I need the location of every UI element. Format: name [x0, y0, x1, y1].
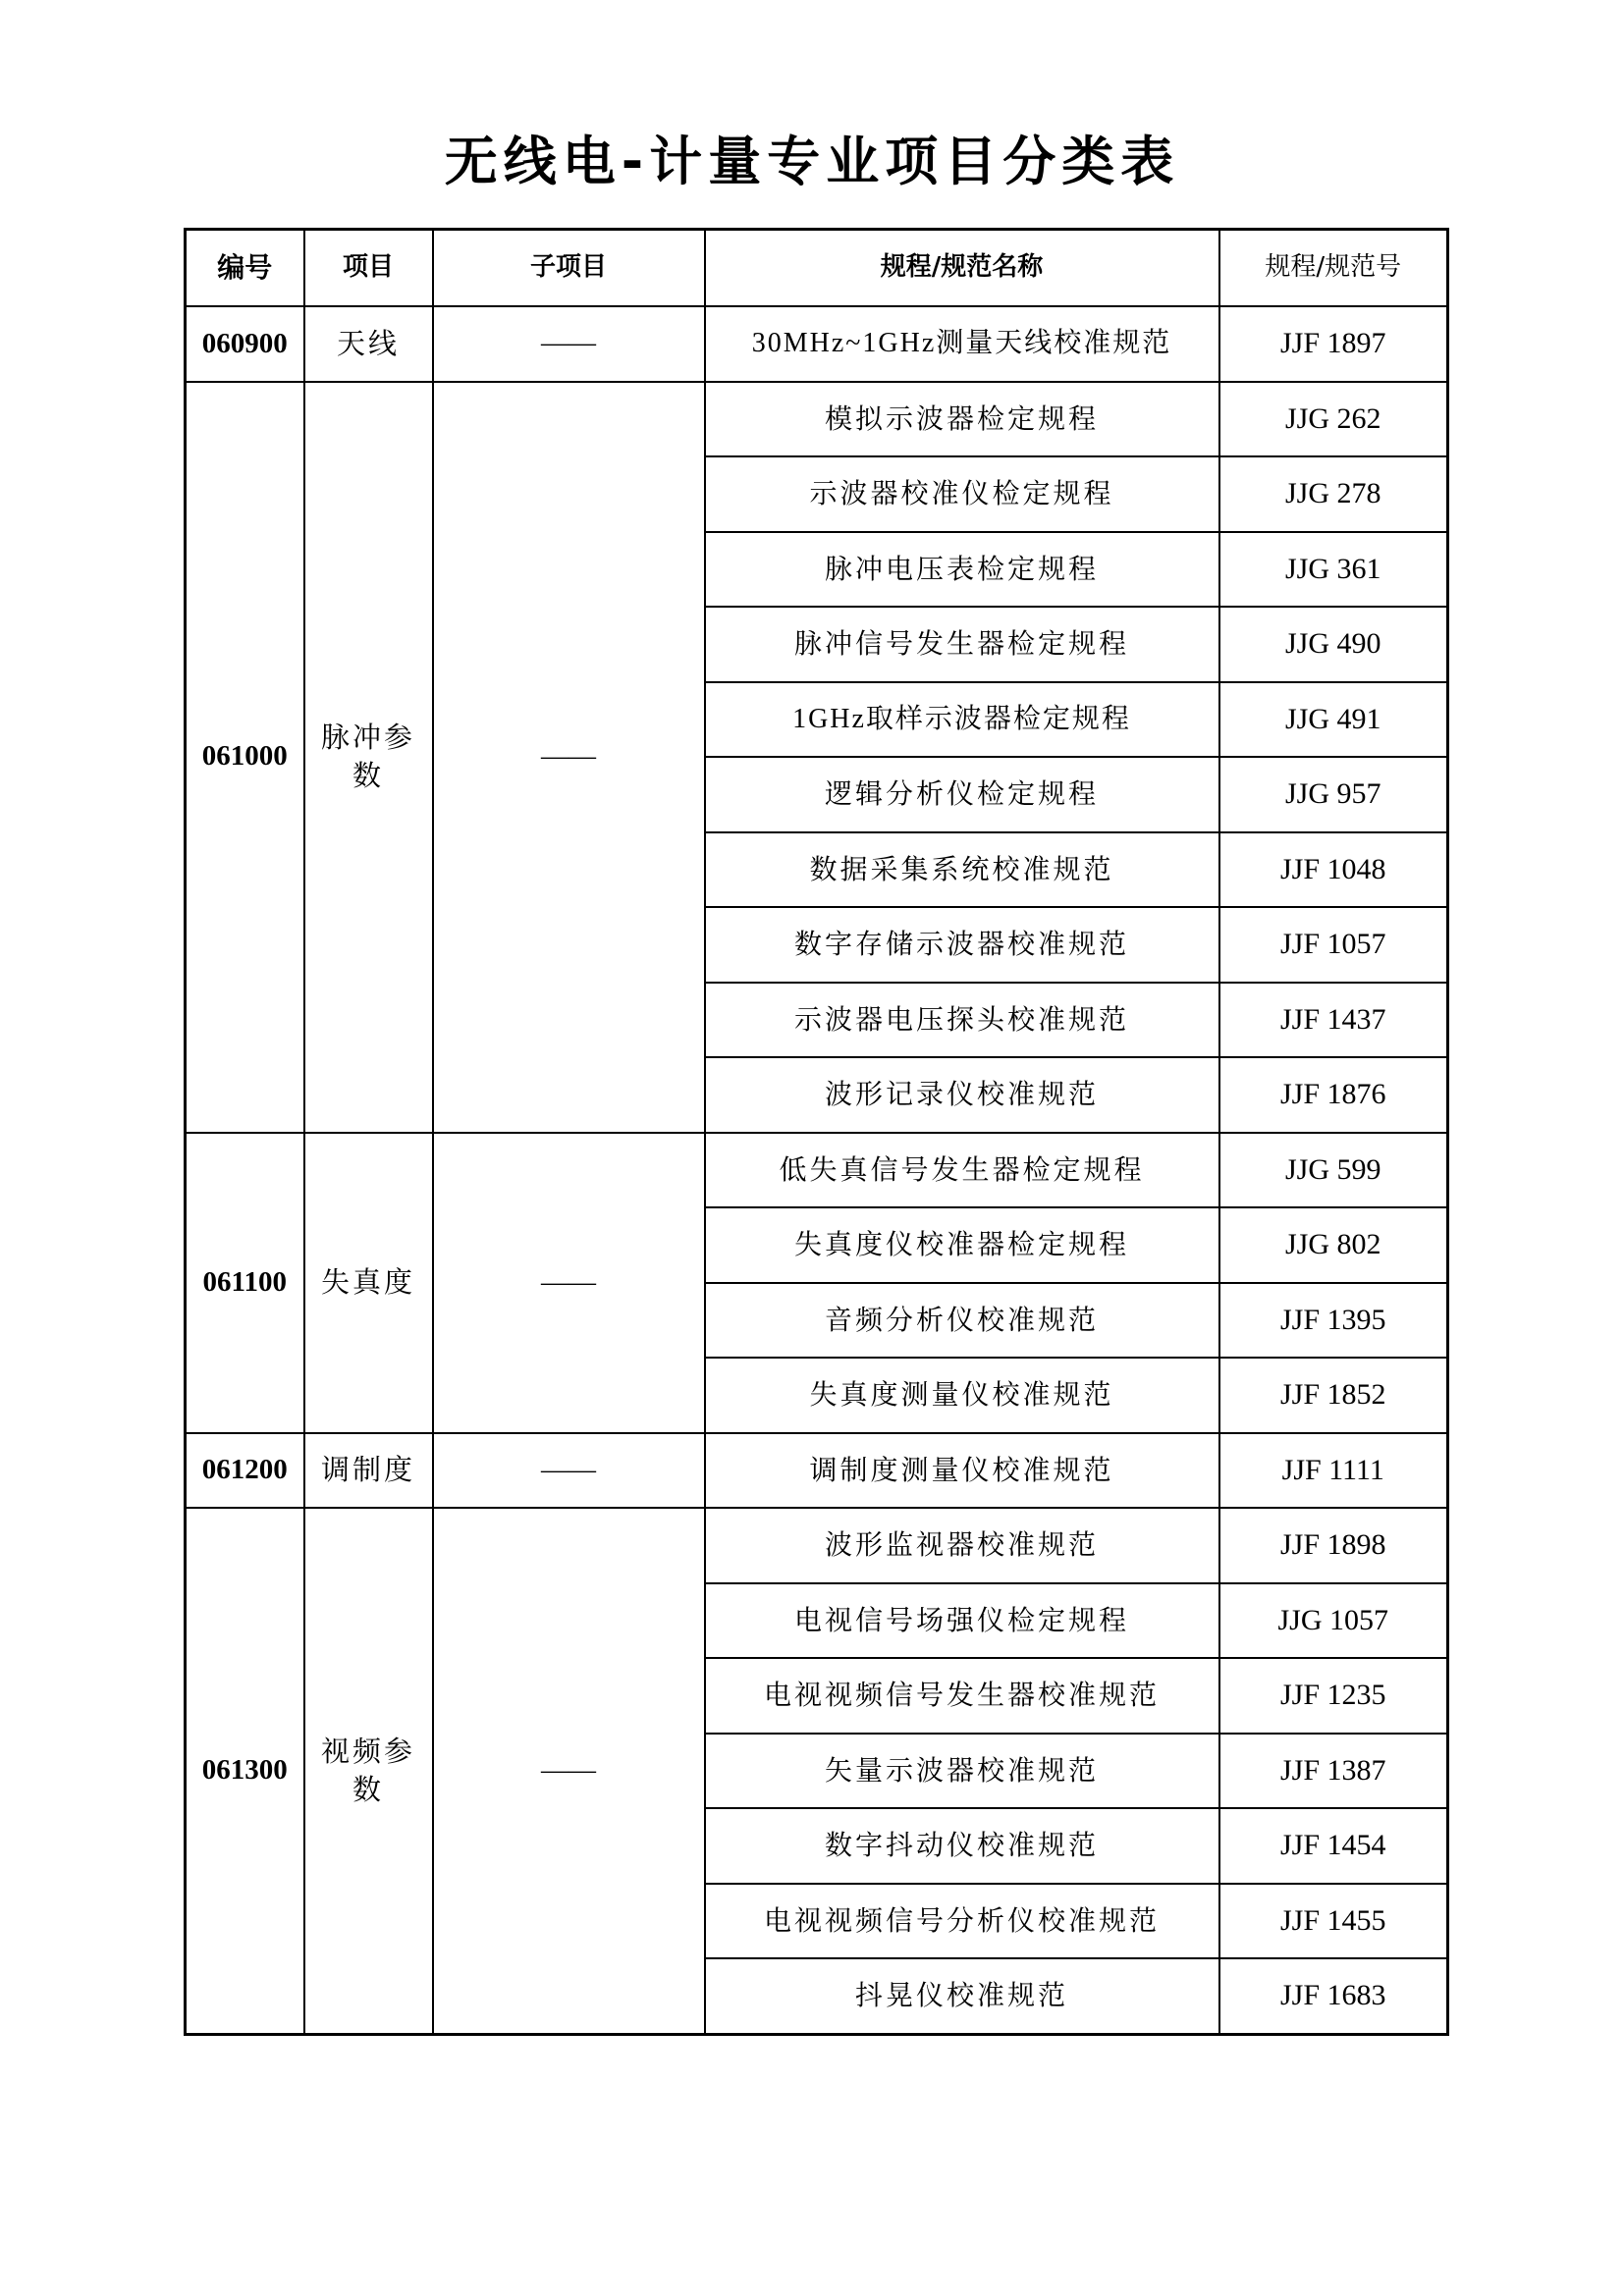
group-code: 061200	[186, 1433, 304, 1509]
spec-name: 低失真信号发生器检定规程	[705, 1133, 1219, 1208]
spec-name: 抖晃仪校准规范	[705, 1958, 1219, 2034]
spec-number: JJF 1048	[1219, 832, 1448, 908]
group-item: 调制度	[304, 1433, 433, 1509]
spec-name: 电视视频信号分析仪校准规范	[705, 1884, 1219, 1959]
table-row	[186, 1133, 1448, 1208]
spec-number: JJF 1897	[1219, 306, 1448, 382]
spec-number: JJF 1455	[1219, 1884, 1448, 1959]
spec-number: JJF 1395	[1219, 1283, 1448, 1359]
spec-name: 30MHz~1GHz测量天线校准规范	[705, 306, 1219, 382]
spec-number: JJF 1852	[1219, 1358, 1448, 1433]
spec-number: JJG 599	[1219, 1133, 1448, 1208]
spec-name: 数字抖动仪校准规范	[705, 1808, 1219, 1884]
table-row	[186, 382, 1448, 457]
spec-number: JJG 490	[1219, 607, 1448, 682]
spec-name: 失真度测量仪校准规范	[705, 1358, 1219, 1433]
spec-number: JJF 1437	[1219, 983, 1448, 1058]
group-item: 失真度	[304, 1133, 433, 1433]
spec-number: JJF 1683	[1219, 1958, 1448, 2034]
spec-number: JJG 957	[1219, 757, 1448, 832]
spec-name: 失真度仪校准器检定规程	[705, 1207, 1219, 1283]
spec-number: JJG 1057	[1219, 1583, 1448, 1659]
spec-name: 音频分析仪校准规范	[705, 1283, 1219, 1359]
table-row	[186, 1508, 1448, 1583]
spec-name: 脉冲信号发生器检定规程	[705, 607, 1219, 682]
spec-name: 示波器电压探头校准规范	[705, 983, 1219, 1058]
group-item: 脉冲参数	[304, 382, 433, 1133]
spec-number: JJF 1111	[1219, 1433, 1448, 1509]
spec-name: 数字存储示波器校准规范	[705, 907, 1219, 983]
header-spec-code: 规程/规范号	[1219, 230, 1448, 307]
group-code: 060900	[186, 306, 304, 382]
spec-name: 电视信号场强仪检定规程	[705, 1583, 1219, 1659]
spec-name: 矢量示波器校准规范	[705, 1734, 1219, 1809]
spec-number: JJG 491	[1219, 682, 1448, 758]
table-row	[186, 306, 1448, 382]
spec-number: JJF 1876	[1219, 1057, 1448, 1133]
spec-number: JJF 1057	[1219, 907, 1448, 983]
spec-name: 模拟示波器检定规程	[705, 382, 1219, 457]
spec-name: 1GHz取样示波器检定规程	[705, 682, 1219, 758]
page-title: 无线电-计量专业项目分类表	[444, 131, 1180, 192]
group-sub-item: ——	[433, 1133, 705, 1433]
spec-number: JJG 802	[1219, 1207, 1448, 1283]
header-spec-name: 规程/规范名称	[705, 230, 1219, 307]
spec-number: JJF 1387	[1219, 1734, 1448, 1809]
group-item: 天线	[304, 306, 433, 382]
spec-name: 示波器校准仪检定规程	[705, 456, 1219, 532]
spec-name: 数据采集系统校准规范	[705, 832, 1219, 908]
spec-name: 波形记录仪校准规范	[705, 1057, 1219, 1133]
group-item: 视频参数	[304, 1508, 433, 2034]
group-sub-item: ——	[433, 382, 705, 1133]
header-item: 项目	[304, 230, 433, 307]
header-row	[186, 230, 1448, 307]
spec-name: 波形监视器校准规范	[705, 1508, 1219, 1583]
spec-number: JJF 1898	[1219, 1508, 1448, 1583]
table-row	[186, 1433, 1448, 1509]
header-number: 编号	[186, 230, 304, 307]
group-code: 061100	[186, 1133, 304, 1433]
group-code: 061000	[186, 382, 304, 1133]
spec-number: JJF 1235	[1219, 1658, 1448, 1734]
classification-table	[184, 228, 1449, 2036]
spec-number: JJG 262	[1219, 382, 1448, 457]
spec-number: JJG 361	[1219, 532, 1448, 608]
spec-name: 电视视频信号发生器校准规范	[705, 1658, 1219, 1734]
spec-name: 逻辑分析仪检定规程	[705, 757, 1219, 832]
header-sub-item: 子项目	[433, 230, 705, 307]
group-sub-item: ——	[433, 1508, 705, 2034]
group-sub-item: ——	[433, 306, 705, 382]
spec-number: JJF 1454	[1219, 1808, 1448, 1884]
spec-number: JJG 278	[1219, 456, 1448, 532]
group-code: 061300	[186, 1508, 304, 2034]
spec-name: 脉冲电压表检定规程	[705, 532, 1219, 608]
group-sub-item: ——	[433, 1433, 705, 1509]
spec-name: 调制度测量仪校准规范	[705, 1433, 1219, 1509]
